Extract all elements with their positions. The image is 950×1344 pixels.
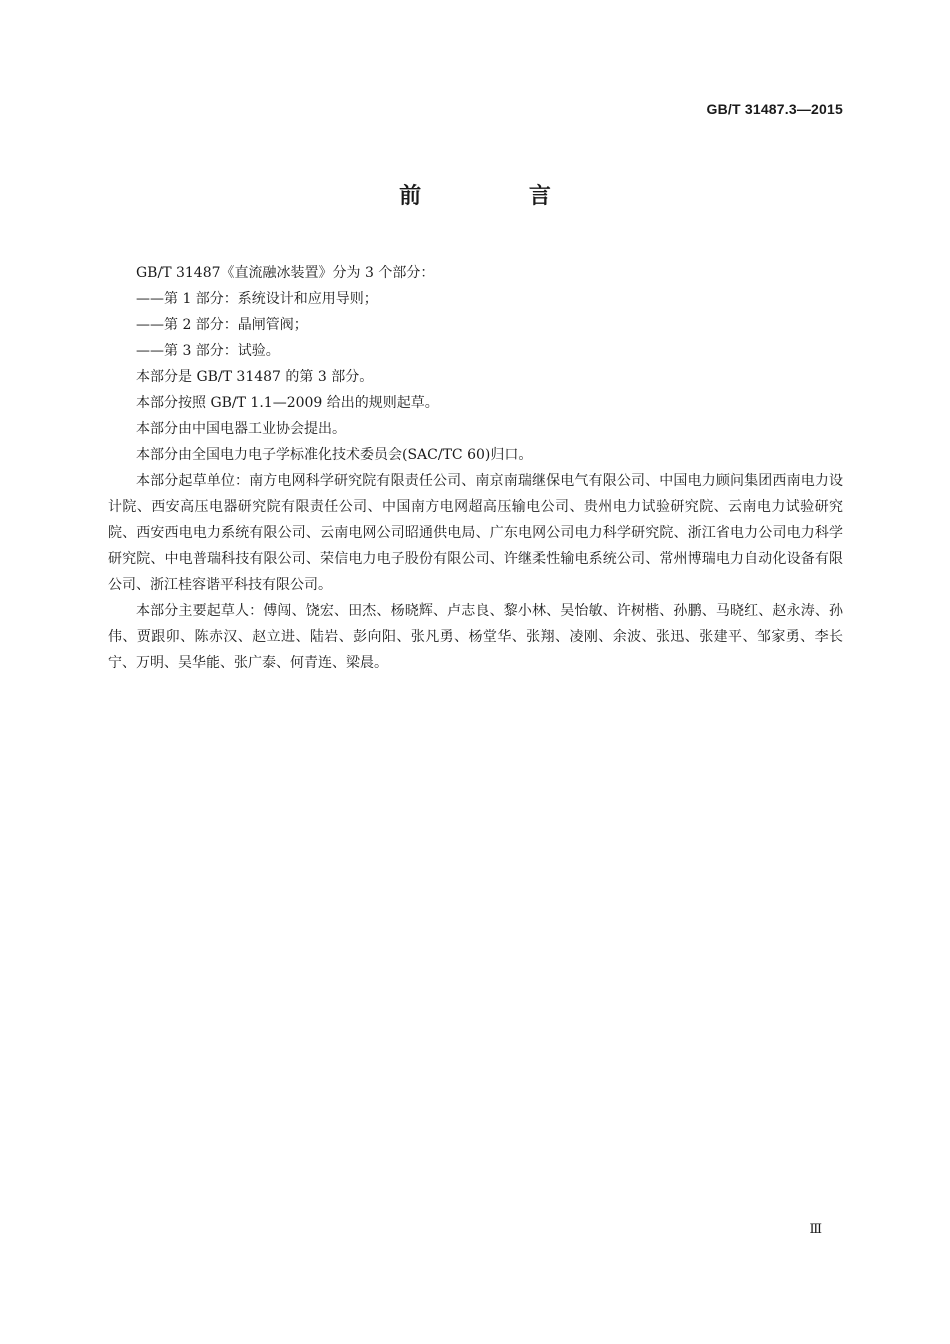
paragraph: ——第 1 部分：系统设计和应用导则；: [136, 291, 378, 307]
paragraph: 本部分是 GB/T 31487 的第 3 部分。: [136, 369, 374, 385]
paragraph: 本部分起草单位：南方电网科学研究院有限责任公司、南京南瑞继保电气有限公司、中国电力顾问集团西南电力设计院、西安高压电器研究院有限责任公司、中国南方电网超高压输电公司、贵州电力试验研究院、云南电力试验研究院、西安西电电力系统有限公司、云南电网公司昭通供电局、广东电网公司电力科学研究院、浙江省电力公司电力科学研究院、中电普瑞科技有限公司、荣信电力电子股份有限公司、许继柔性输电系统公司、常州博瑞电力自动化设备有限公司、浙江桂容谐平科技有限公司。: [108, 473, 843, 593]
paragraph: 本部分按照 GB/T 1.1—2009 给出的规则起草。: [136, 395, 439, 411]
paragraph: GB/T 31487《直流融冰装置》分为 3 个部分：: [136, 265, 435, 281]
paragraph: ——第 2 部分：晶闸管阀；: [136, 317, 308, 333]
standard-number: GB/T 31487.3—2015: [706, 101, 843, 117]
paragraph: ——第 3 部分：试验。: [136, 343, 280, 359]
paragraph: 本部分由全国电力电子学标准化技术委员会(SAC/TC 60)归口。: [136, 447, 533, 463]
paragraph: 本部分由中国电器工业协会提出。: [136, 421, 346, 437]
page-number: Ⅲ: [809, 1222, 822, 1237]
document-body: [108, 260, 843, 676]
page-title: 前 言: [399, 184, 601, 209]
paragraph: 本部分主要起草人：傅闯、饶宏、田杰、杨晓辉、卢志良、黎小林、吴怡敏、许树楷、孙鹏、马晓红、赵永涛、孙伟、贾跟卯、陈赤汉、赵立进、陆岩、彭向阳、张凡勇、杨堂华、张翔、凌刚、余波、张迅、张建平、邹家勇、李长宁、万明、吴华能、张广泰、何青连、梁晨。: [108, 603, 843, 671]
